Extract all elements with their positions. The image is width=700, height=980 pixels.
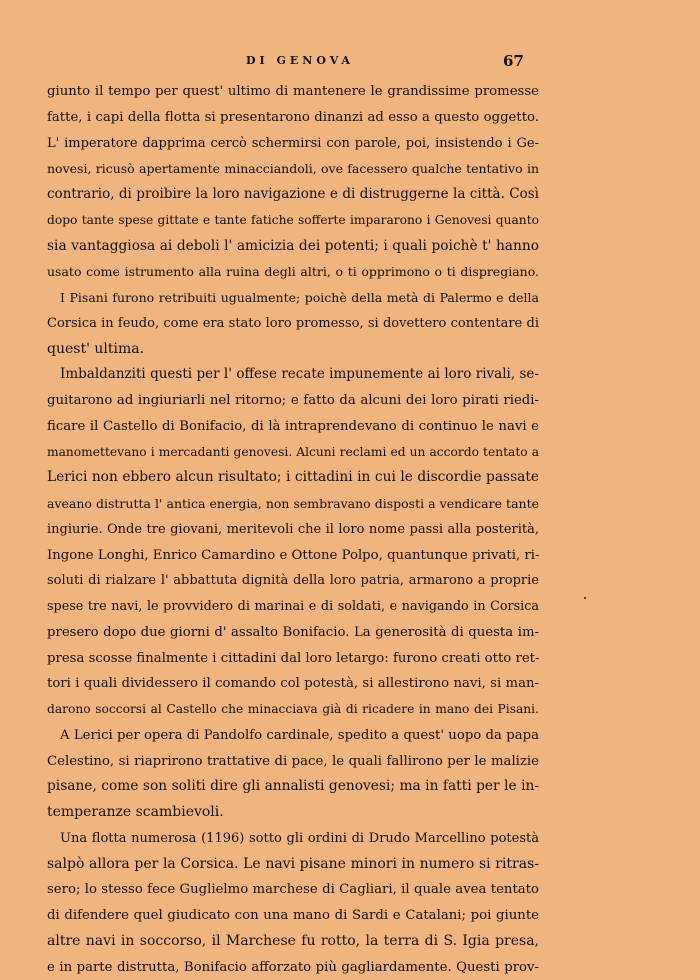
- text-line: temperanze scambievoli.: [47, 800, 539, 826]
- text-line: quest' ultima.: [47, 337, 539, 363]
- text-line: soluti di rialzare l' abbattuta dignità della loro patria, armarono a proprie: [47, 568, 539, 594]
- text-line: salpò allora per la Corsica. Le navi pisane minori in numero si ritras-: [47, 852, 539, 878]
- text-line: tori i quali dividessero il comando col potestà, si allestirono navi, si man-: [47, 671, 539, 697]
- text-line: guitarono ad ingiuriarli nel ritorno; e fatto da alcuni dei loro pirati riedi-: [47, 388, 539, 414]
- text-line: ingiurie. Onde tre giovani, meritevoli che il loro nome passi alla posterità,: [47, 517, 539, 543]
- text-line: A Lerici per opera di Pandolfo cardinale, spedito a quest' uopo da papa: [47, 723, 539, 749]
- text-line: contrario, di proibire la loro navigazione e di distruggerne la città. Così: [47, 182, 539, 208]
- text-line: fatte, i capi della flotta si presentarono dinanzi ad esso a questo oggetto.: [47, 105, 539, 131]
- text-line: usato come istrumento alla ruina degli altri, o ti opprimono o ti dispregiano.: [47, 259, 539, 285]
- page-number: 67: [503, 52, 524, 70]
- text-line: altre navi in soccorso, il Marchese fu rotto, la terra di S. Igia presa,: [47, 929, 539, 955]
- text-line: L' imperatore dapprima cercò schermirsi con parole, poi, insistendo i Ge-: [47, 131, 539, 157]
- text-line: darono soccorsi al Castello che minacciava già di ricadere in mano dei Pisani.: [47, 697, 539, 723]
- text-line: ficare il Castello di Bonifacio, di là intraprendevano di continuo le navi e: [47, 414, 539, 440]
- text-line: Lerici non ebbero alcun risultato; i cittadini in cui le discordie passate: [47, 465, 539, 491]
- text-line: Celestino, si riaprirono trattative di pace, le quali fallirono per le malizie: [47, 749, 539, 775]
- text-line: di difendere quel giudicato con una mano di Sardi e Catalani; poi giunte: [47, 903, 539, 929]
- body-text: [47, 79, 539, 980]
- text-line: presa scosse finalmente i cittadini dal loro letargo: furono creati otto ret-: [47, 646, 539, 672]
- text-line: Ingone Longhi, Enrico Camardino e Ottone Polpo, quantunque privati, ri-: [47, 543, 539, 569]
- text-line: manomettevano i mercadanti genovesi. Alcuni reclami ed un accordo tentato a: [47, 440, 539, 466]
- text-line: novesi, ricusò apertamente minacciandoli, ove facessero qualche tentativo in: [47, 156, 539, 182]
- text-line: giunto il tempo per quest' ultimo di mantenere le grandissime promesse: [47, 79, 539, 105]
- text-line: sero; lo stesso fece Guglielmo marchese di Cagliari, il quale avea tentato: [47, 877, 539, 903]
- text-line: dopo tante spese gittate e tante fatiche sofferte impararono i Genovesi quanto: [47, 208, 539, 234]
- text-line: Una flotta numerosa (1196) sotto gli ordini di Drudo Marcellino potestà: [47, 826, 539, 852]
- text-line: I Pisani furono retribuiti ugualmente; poichè della metà di Palermo e della: [47, 285, 539, 311]
- running-title: DI GENOVA: [246, 54, 354, 67]
- text-line: aveano distrutta l' antica energia, non sembravano disposti a vendicare tante: [47, 491, 539, 517]
- ink-speck: [584, 597, 586, 599]
- text-line: spese tre navi, le provvidero di marinai e di soldati, e navigando in Corsica: [47, 594, 539, 620]
- text-line: e in parte distrutta, Bonifacio afforzato più gagliardamente. Questi prov-: [47, 955, 539, 980]
- text-line: pisane, come son soliti dire gli annalisti genovesi; ma in fatti per le in-: [47, 774, 539, 800]
- text-line: sia vantaggiosa ai deboli l' amicizia dei potenti; i quali poichè t' hanno: [47, 234, 539, 260]
- text-line: Imbaldanziti questi per l' offese recate impunemente ai loro rivali, se-: [47, 362, 539, 388]
- text-line: presero dopo due giorni d' assalto Bonifacio. La generosità di questa im-: [47, 620, 539, 646]
- text-line: Corsica in feudo, come era stato loro promesso, si dovettero contentare di: [47, 311, 539, 337]
- running-head: [0, 53, 700, 73]
